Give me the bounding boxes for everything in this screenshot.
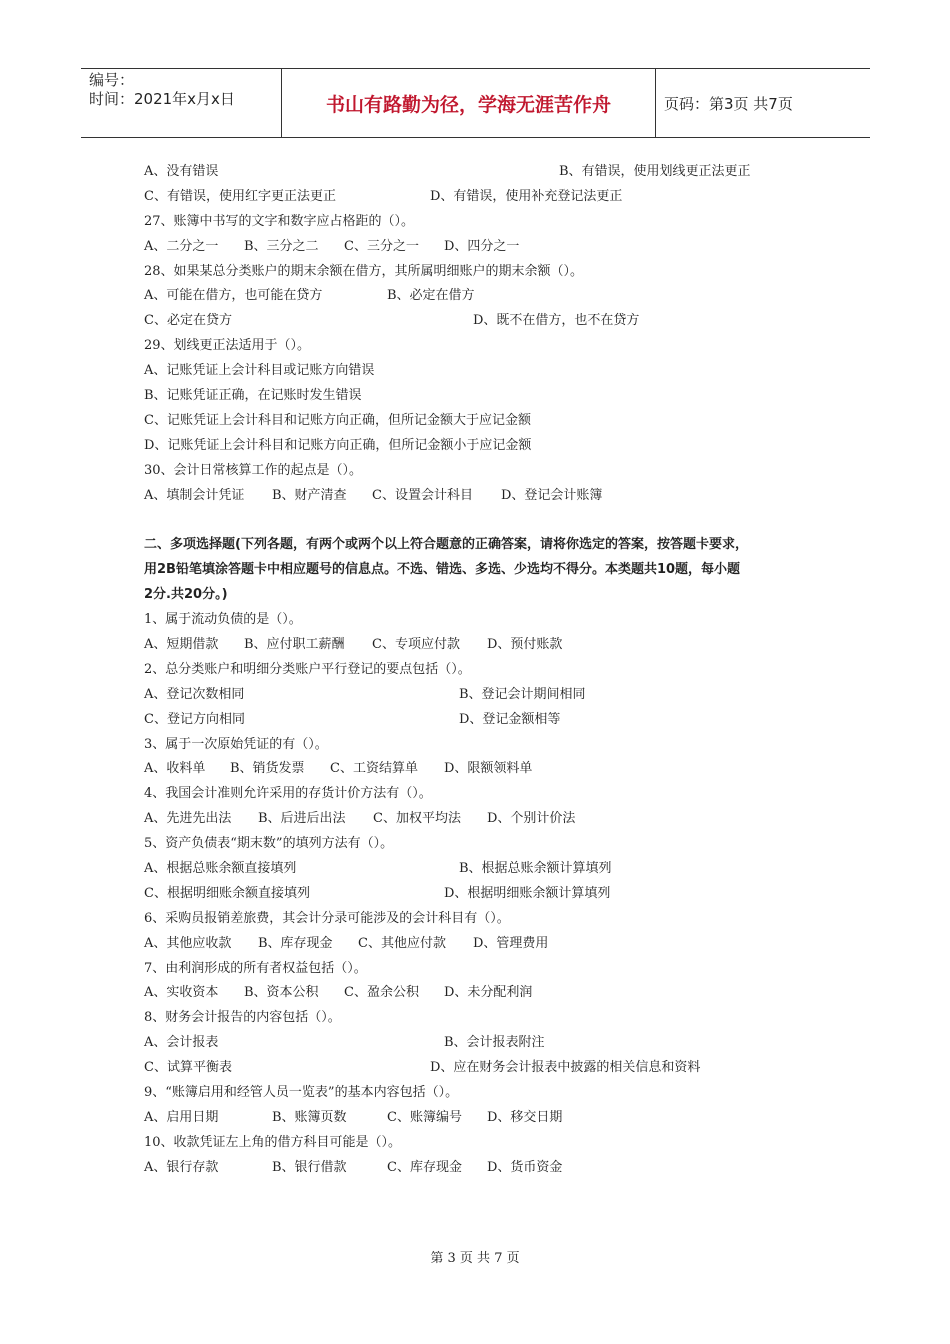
document-body (144, 160, 824, 1181)
option-text: B、登记会计期间相同 (459, 686, 586, 702)
option-text: B、根据总账余额计算填列 (459, 860, 612, 876)
option-text: C、账簿编号 (387, 1109, 462, 1125)
question-line (144, 1006, 824, 1031)
option-text: D、有错误，使用补充登记法更正 (430, 188, 623, 204)
question-text: D、记账凭证上会计科目和记账方向正确，但所记金额小于应记金额 (144, 437, 532, 453)
options-line (144, 807, 824, 832)
option-text: B、库存现金 (258, 935, 333, 951)
options-line (144, 1156, 824, 1181)
question-text: 2、总分类账户和明细分类账户平行登记的要点包括（）。 (144, 661, 471, 677)
options-line (144, 309, 824, 334)
question-line (144, 733, 824, 758)
option-text: D、四分之一 (444, 238, 520, 254)
option-text: B、账簿页数 (272, 1109, 347, 1125)
option-text: A、其他应收款 (144, 935, 232, 951)
header-page-label: 页码：第3页 共7页 (664, 94, 793, 113)
option-text: B、财产清查 (272, 487, 347, 503)
options-line (144, 683, 824, 708)
options-line (144, 160, 824, 185)
option-text: D、移交日期 (487, 1109, 563, 1125)
question-text: C、记账凭证上会计科目和记账方向正确，但所记金额大于应记金额 (144, 412, 531, 428)
question-line (144, 334, 824, 359)
option-text: B、资本公积 (244, 985, 319, 1001)
option-text: C、必定在贷方 (144, 313, 232, 329)
option-text: A、会计报表 (144, 1035, 219, 1051)
options-line (144, 185, 824, 210)
option-text: D、根据明细账余额计算填列 (444, 885, 611, 901)
question-text: 5、资产负债表“期末数”的填列方法有（）。 (144, 836, 394, 852)
option-text: A、短期借款 (144, 636, 219, 652)
question-line (144, 359, 824, 384)
option-text: C、试算平衡表 (144, 1060, 232, 1076)
header-meta (81, 69, 282, 137)
question-text: 30、会计日常核算工作的起点是（）。 (144, 462, 363, 478)
time-label: 时间：2021年x月x日 (89, 90, 235, 108)
option-text: D、货币资金 (487, 1159, 563, 1175)
page-header (81, 68, 870, 138)
question-text: 3、属于一次原始凭证的有（）。 (144, 736, 328, 752)
option-text: D、个别计价法 (487, 811, 576, 827)
options-line (144, 1106, 824, 1131)
option-text: A、填制会计凭证 (144, 487, 245, 503)
page-footer: 第 3 页 共 7 页 (430, 1251, 520, 1266)
option-text: C、三分之一 (344, 238, 419, 254)
option-text: A、先进先出法 (144, 811, 232, 827)
option-text: D、限额领料单 (444, 761, 533, 777)
option-text: B、必定在借方 (387, 288, 475, 304)
options-line (144, 757, 824, 782)
question-text: 6、采购员报销差旅费，其会计分录可能涉及的会计科目有（）。 (144, 910, 510, 926)
options-line (144, 857, 824, 882)
section-heading: 用2B铅笔填涂答题卡中相应题号的信息点。不选、错选、多选、少选均不得分。本类题共10题，每小题 (144, 562, 741, 578)
option-text: C、库存现金 (387, 1159, 462, 1175)
option-text: A、实收资本 (144, 985, 219, 1001)
option-text: D、管理费用 (473, 935, 549, 951)
option-text: D、既不在借方，也不在贷方 (473, 313, 640, 329)
question-line (144, 658, 824, 683)
question-text: B、记账凭证正确，在记账时发生错误 (144, 388, 362, 404)
options-line (144, 708, 824, 733)
question-text: 10、收款凭证左上角的借方科目可能是（）。 (144, 1134, 402, 1150)
option-text: B、应付职工薪酬 (244, 636, 345, 652)
question-text: 7、由利润形成的所有者权益包括（）。 (144, 960, 367, 976)
option-text: B、后进后出法 (258, 811, 346, 827)
option-text: C、有错误，使用红字更正法更正 (144, 188, 336, 204)
question-line (144, 434, 824, 459)
options-line (144, 284, 824, 309)
option-text: A、没有错误 (144, 164, 219, 179)
option-text: A、根据总账余额直接填列 (144, 860, 297, 876)
option-text: D、登记会计账簿 (501, 487, 603, 503)
option-text: C、登记方向相同 (144, 711, 245, 727)
question-line (144, 409, 824, 434)
option-text: B、会计报表附注 (444, 1035, 545, 1051)
question-line (144, 782, 824, 807)
question-line (144, 907, 824, 932)
options-line (144, 1056, 824, 1081)
options-line (144, 882, 824, 907)
option-text: A、启用日期 (144, 1109, 219, 1125)
option-text: C、专项应付款 (372, 636, 460, 652)
option-text: B、销货发票 (230, 761, 305, 777)
question-text: 28、如果某总分类账户的期末余额在借方，其所属明细账户的期末余额（）。 (144, 263, 584, 279)
option-text: A、银行存款 (144, 1159, 219, 1175)
option-text: C、工资结算单 (330, 761, 418, 777)
section-heading: 二、多项选择题(下列各题，有两个或两个以上符合题意的正确答案，请将你选定的答案，按答题卡要求， (144, 537, 748, 553)
question-text: 1、属于流动负债的是（）。 (144, 612, 302, 628)
option-text: B、银行借款 (272, 1159, 347, 1175)
question-line (144, 957, 824, 982)
question-line (144, 1081, 824, 1106)
question-line (144, 1131, 824, 1156)
section-gap (144, 508, 824, 533)
option-text: D、预付账款 (487, 636, 563, 652)
option-text: D、登记金额相等 (459, 711, 561, 727)
question-line (144, 384, 824, 409)
option-text: A、登记次数相同 (144, 686, 245, 702)
options-line (144, 1031, 824, 1056)
option-text: A、可能在借方，也可能在贷方 (144, 288, 323, 304)
question-line (144, 459, 824, 484)
options-line (144, 484, 824, 509)
option-text: C、加权平均法 (373, 811, 461, 827)
option-text: D、应在财务会计报表中披露的相关信息和资料 (430, 1060, 701, 1076)
question-line (144, 260, 824, 285)
question-text: A、记账凭证上会计科目或记账方向错误 (144, 363, 375, 379)
question-text: 29、划线更正法适用于（）。 (144, 338, 311, 354)
question-text: 27、账簿中书写的文字和数字应占格距的（）。 (144, 213, 415, 229)
option-text: C、设置会计科目 (372, 487, 473, 503)
question-text: 8、财务会计报告的内容包括（）。 (144, 1010, 341, 1026)
header-motto: 书山有路勤为径，学海无涯苦作舟 (282, 69, 656, 137)
option-text: C、根据明细账余额直接填列 (144, 885, 310, 901)
question-text: 4、我国会计准则允许采用的存货计价方法有（）。 (144, 786, 432, 802)
code-label: 编号： (89, 71, 135, 89)
section-heading: 2分.共20分。) (144, 587, 228, 603)
option-text: C、其他应付款 (358, 935, 446, 951)
question-line (144, 832, 824, 857)
options-line (144, 633, 824, 658)
option-text: C、盈余公积 (344, 985, 419, 1001)
option-text: D、未分配利润 (444, 985, 533, 1001)
options-line (144, 932, 824, 957)
option-text: A、收料单 (144, 761, 206, 777)
question-text: 9、“账簿启用和经管人员一览表”的基本内容包括（）。 (144, 1085, 459, 1100)
option-text: B、有错误，使用划线更正法更正 (559, 164, 751, 179)
options-line (144, 981, 824, 1006)
option-text: A、二分之一 (144, 238, 219, 254)
option-text: B、三分之二 (244, 238, 319, 254)
question-line (144, 608, 824, 633)
question-line (144, 210, 824, 235)
options-line (144, 235, 824, 260)
